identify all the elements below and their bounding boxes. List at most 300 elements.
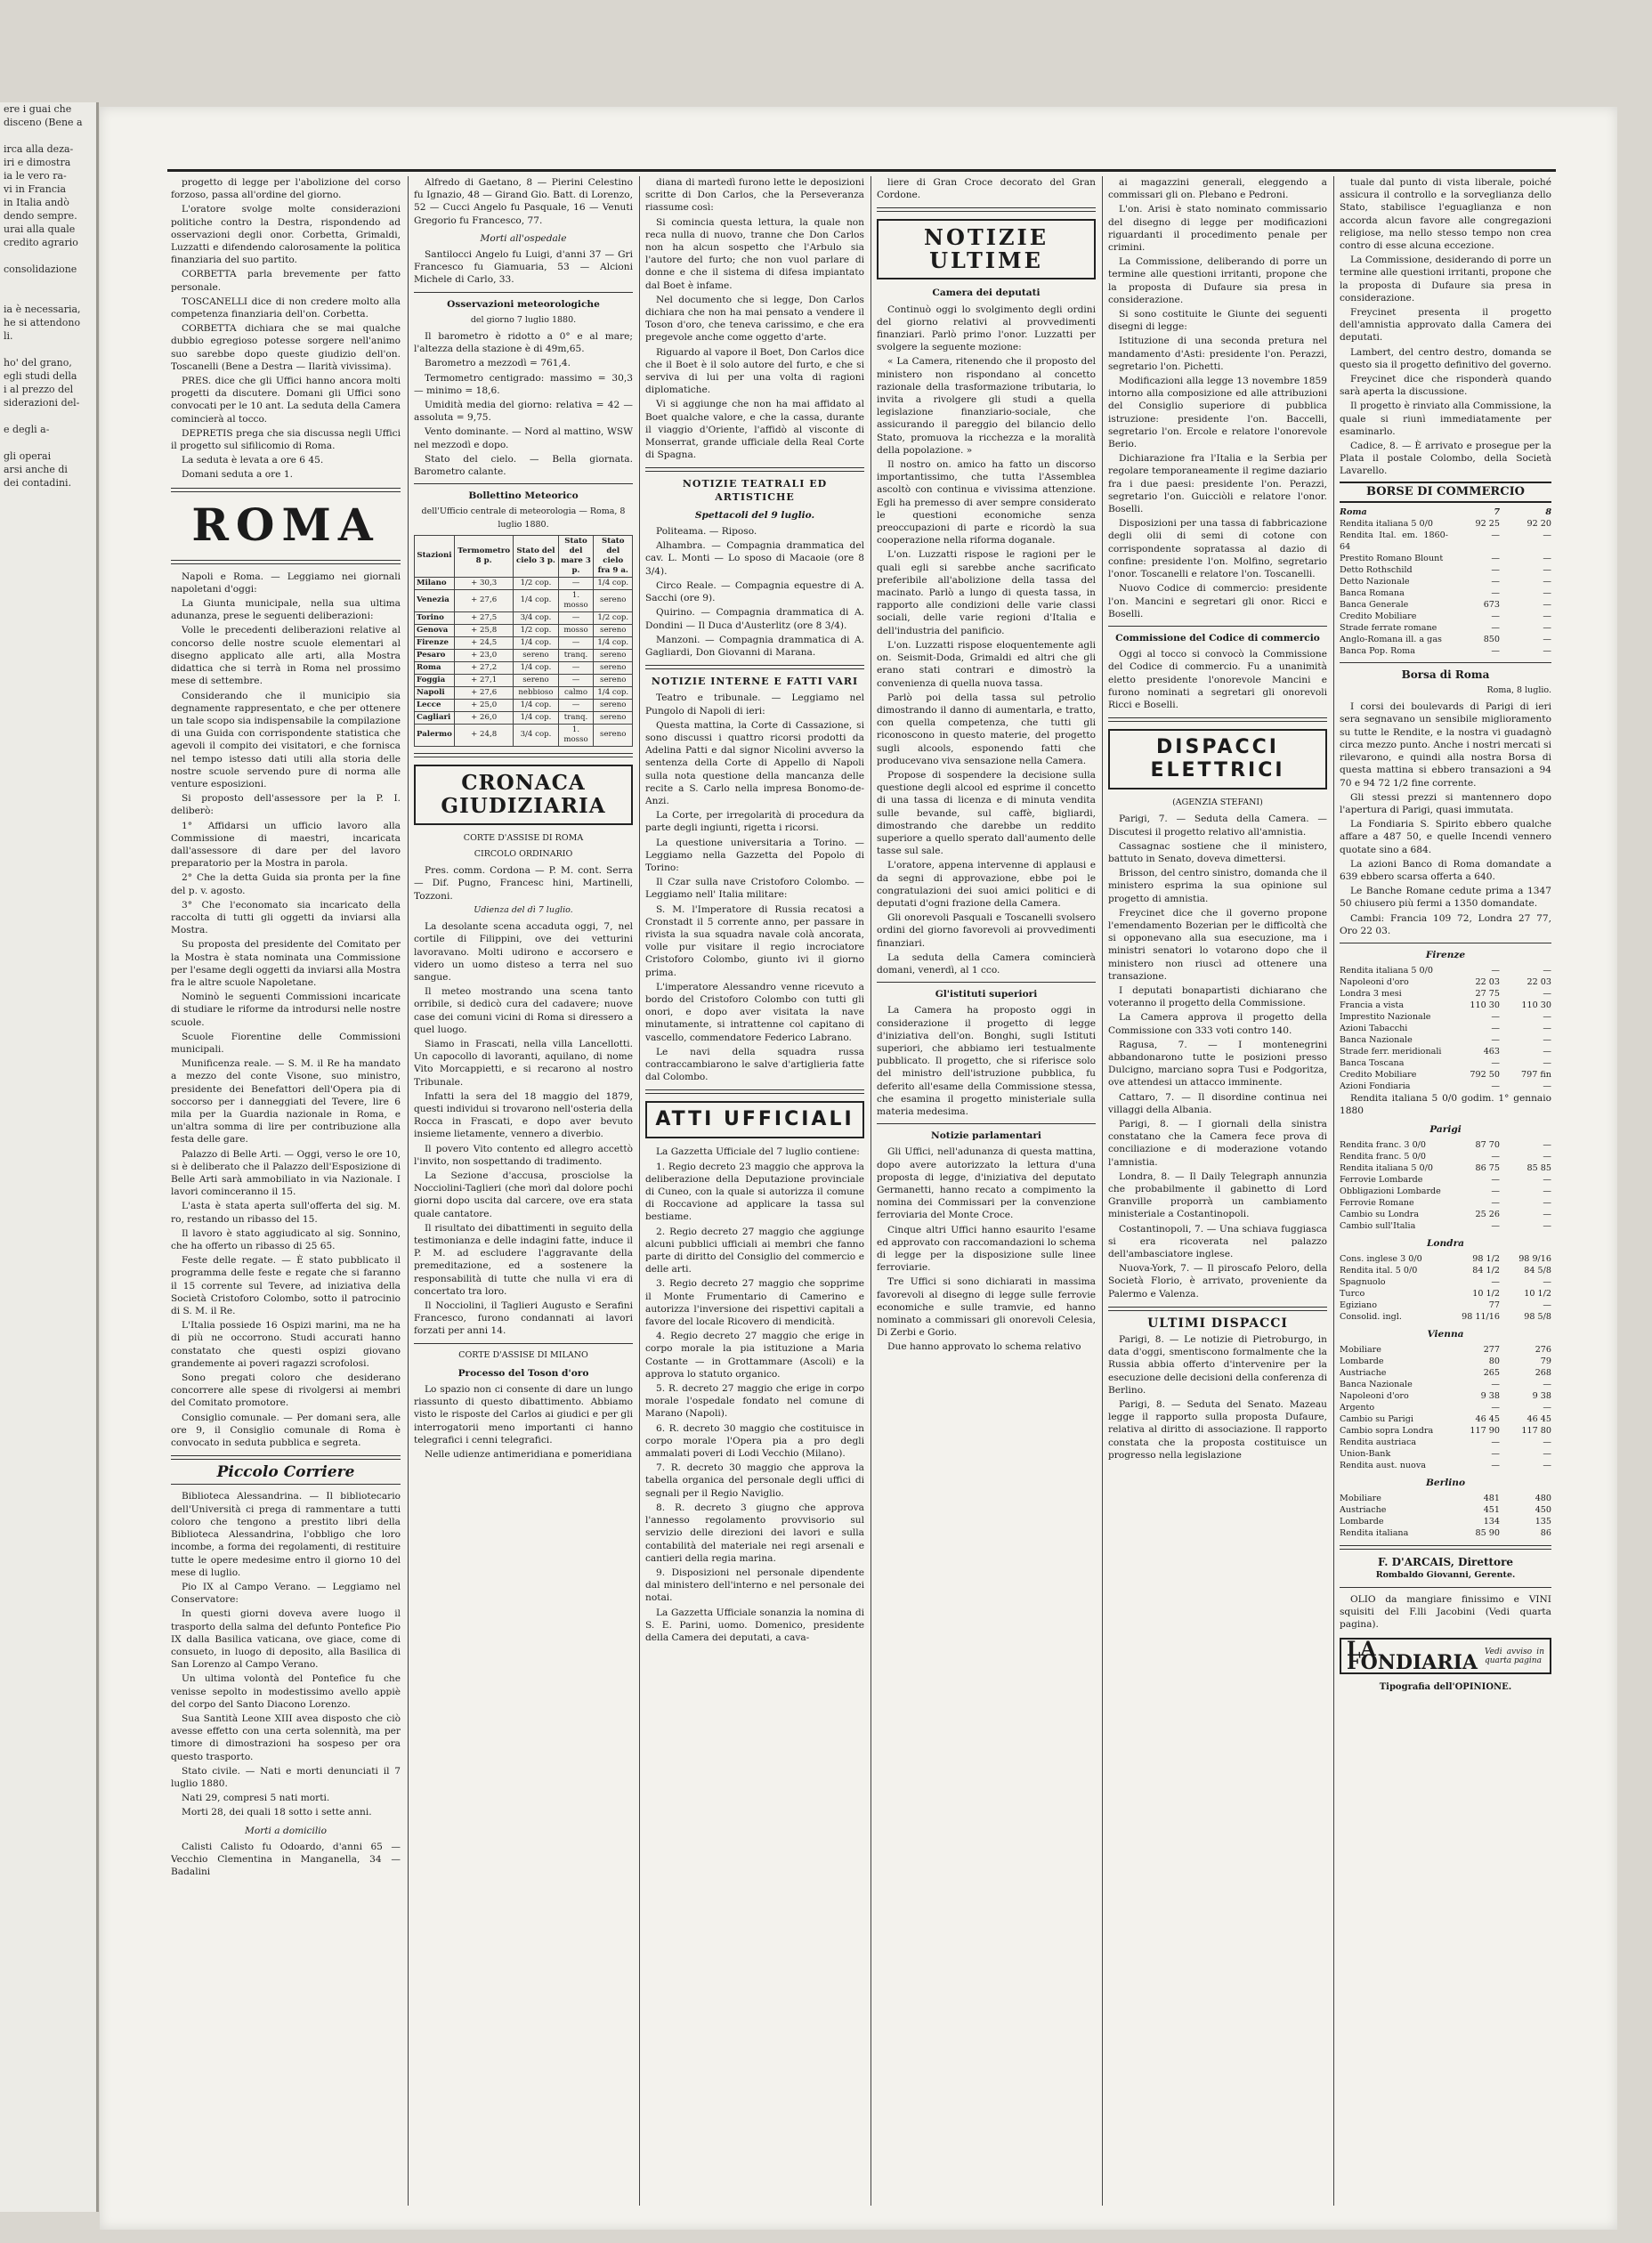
paragraph: Propose di sospendere la decisione sulla questione degli alcool ed esprime il concetto di una tassa di licenza e di minuta vendita sulle bevande, sul caffè, bigliardi, dimostrando che darebbe un reddito superiore a quello sperato dall'aumento delle tasse sul sale. (877, 769, 1096, 857)
borsa-roma-text (1340, 700, 1551, 937)
roma-news-more (171, 1057, 401, 1409)
prev-page-line: dendo sempre. (4, 210, 77, 222)
atti-list (645, 1161, 864, 1645)
meteo-heading: Osservazioni meteorologiche (447, 298, 600, 310)
paragraph: « La Camera, ritenendo che il proposto del ministero non rispondano al concetto razionale della trasformazione tributaria, lo invita a rivolgere gli studi a quella legislazione finanziario-sociale, che assicurando il pareggio del bilancio dello Stato, promuova la ricchezza e la moralità della popolazione. » (877, 356, 1096, 456)
paragraph: Vi si aggiunge che non ha mai affidato al Boet qualche valore, e che la cassa, durante il viaggio d'Oriente, l'affidò al visconte di Monserrat, grande ufficiale della Real Corte di Spagna. (645, 399, 864, 461)
prev-page-line: ho' del grano, (4, 357, 72, 368)
notizie-ultime-heading: NOTIZIE ULTIME (877, 219, 1096, 279)
borsa-row: Mobiliare 481 480 (1340, 1494, 1551, 1504)
meteo-date: del giorno 7 luglio 1880. (470, 314, 577, 325)
paragraph: La Fondiaria S. Spirito ebbero qualche affare a 487 50, e quelle Incendi vennero quotate sino a 684. (1340, 819, 1551, 855)
paragraph: 7. R. decreto 30 maggio che approva la tabella organica del personale degli uffici di segnali per il Regio Naviglio. (645, 1462, 864, 1499)
paragraph: Cambi: Francia 109 72, Londra 27 77, Oro 22 03. (1340, 912, 1551, 936)
paragraph: 1. Regio decreto 23 maggio che approva la deliberazione della Deputazione provinciale di Cuneo, con la quale si autorizza il comune di Roccavione ad applicare la tassa sul bestiame. (645, 1161, 864, 1223)
borsa-row: Cambio su Londra 25 26 — (1340, 1209, 1551, 1219)
table-row: Palermo + 24,8 3/4 cop. 1. mosso sereno (415, 724, 633, 746)
borsa-row: Anglo-Romana ill. a gas 850 — (1340, 634, 1551, 644)
paragraph: Termometro centigrado: massimo = 30,3 — minimo = 18,6. (414, 372, 633, 396)
column-5 (1108, 176, 1327, 2215)
section-rule (1108, 1307, 1327, 1311)
section-rule (1340, 662, 1551, 663)
paragraph: Continuò oggi lo svolgimento degli ordini del giorno relativi al provvedimenti finanziari. Parlò primo l'onor. Luzzatti per svolgere la seguente mozione: (877, 304, 1096, 353)
paragraph: Istituzione di una seconda pretura nel mandamento d'Asti: presidente l'on. Perazzi, segretario l'on. Pichetti. (1108, 336, 1327, 372)
prev-page-line: consolidazione (4, 263, 77, 275)
paragraph: Munificenza reale. — S. M. il Re ha mandato a mezzo del conte Visone, suo ministro, presidente dei Benefattori dell'Opera pia di soccorso per i danneggiati del Tevere, lire 6 mila per la Guardia nazionale in Roma, e un'altra somma di lire per contribuzione alla festa delle gare. (171, 1058, 401, 1146)
section-rule (645, 665, 864, 669)
borse-roma-rows (1340, 518, 1551, 657)
paragraph: DEPRETIS prega che sia discussa negli Uffici il progetto sul sifilicomio di Roma. (171, 427, 401, 452)
paragraph: Un ultima volontà del Pontefice fu che venisse sepolto in modestissimo avello appiè del corpo del Santo Diacono Lorenzo. (171, 1673, 401, 1710)
table-row: Napoli + 27,6 nebbioso calmo 1/4 cop. (415, 686, 633, 699)
nomina-continued: liere di Gran Croce decorato del Gran Cordone. (877, 177, 1096, 201)
borsa-row: Azioni Fondiaria — — (1340, 1081, 1551, 1092)
paragraph: Vento dominante. — Nord al mattino, WSW nel mezzodì e dopo. (414, 426, 633, 450)
bollettino-sub: dell'Ufficio centrale di meteorologia — Roma, 8 luglio 1880. (421, 506, 626, 530)
paragraph: Disposizioni per una tassa di fabbricazione degli olii di semi di cotone con corrispondente sopratassa al dazio di confine: presidente l'on. Molfino, segretario l'onor. Toscanelli e relatore l'on. Toscanelli. (1108, 518, 1327, 580)
vienna-heading: Vienna (1427, 1328, 1464, 1340)
prev-page-line (0, 276, 96, 289)
borse-roma-header: Roma 7 8 (1340, 506, 1551, 517)
paragraph: Napoli e Roma. — Leggiamo nei giornali napoletani d'oggi: (171, 571, 401, 595)
paragraph: 5. R. decreto 27 maggio che erige in corpo morale l'ospedale fondato nel comune di Marano (Napoli). (645, 1383, 864, 1420)
borsa-row: Napoleoni d'oro 22 03 22 03 (1340, 977, 1551, 988)
paragraph: Il Nocciolini, il Taglieri Augusto e Serafini Francesco, furono condannati ai lavori forzati per anni 14. (414, 1300, 633, 1337)
borsa-row: Rendita franc. 5 0/0 — — (1340, 1151, 1551, 1162)
ospedale-list: Santilocci Angelo fu Luigi, d'anni 37 — Gri Francesco fu Giamuaria, 53 — Alcioni Michele di Carlo, 33. (414, 249, 633, 286)
paragraph: L'oratore, appena intervenne di applausi e da segni di approvazione, ebbe poi le congratulazioni dei suoi amici politici e di deputati d'ogni frazione della Camera. (877, 860, 1096, 909)
borsa-row: Banca Nazionale — — (1340, 1380, 1551, 1390)
paragraph: Considerando che il municipio sia degnamente rappresentato, e che per ottenere un tale scopo sia indispensabile la compilazione di una Guida con corrispondente statistica che agevoli il compito dei visitatori, e che fornisca nel tempo istesso dati utili alla storia delle nostre scuole servendo pure di norma alle venture esposizioni. (171, 690, 401, 790)
paragraph: Il nostro on. amico ha fatto un discorso importantissimo, che tutta l'Assemblea ascoltò con continua e vivissima attenzione. Egli ha premesso di aver sempre considerato le questioni economiche senza preoccupazioni di parte e ricordò la sua cooperazione nella riforma doganale. (877, 459, 1096, 547)
table-header: Stazioni (415, 535, 455, 577)
section-rule (1340, 1587, 1551, 1588)
section-rule (645, 467, 864, 472)
paragraph: 1° Affidarsi un ufficio lavoro alla Commissione di maestri, incaricata dall'assessore di dare per del lavoro preparatorio per la Mostra in parola. (171, 820, 401, 870)
paragraph: Questa mattina, la Corte di Cassazione, si sono discussi i quattro ricorsi prodotti da Adelina Patti e dal signor Nicolini avverso la sentenza della Corte di Appello di Napoli sulla nota questione della mancanza delle recite a S. Carlo nella impresa Bonomo-de-Anzi. (645, 719, 864, 806)
paragraph: Tre Uffici si sono dichiarati in massima favorevoli al disegno di legge sulle ferrovie economiche e sulle tramvie, ed hanno nominato a commissari gli onorevoli Celesia, Di Zerbi e Gorio. (877, 1276, 1096, 1339)
section-rule (414, 753, 633, 757)
paragraph: Le navi della squadra russa contraccambiarono le salve d'artiglieria fatte dal Colombo. (645, 1046, 864, 1083)
paragraph: diana di martedì furono lette le deposizioni scritte di Don Carlos, che la Perseveranza riassume così: (645, 177, 864, 214)
prev-page-line: ere i guai che (4, 103, 72, 115)
borsa-row: Napoleoni d'oro 9 38 9 38 (1340, 1391, 1551, 1402)
paragraph: Palazzo di Belle Arti. — Oggi, verso le ore 10, si è deliberato che il Palazzo dell'Esposizione di Belle Arti sarà ammobiliato in via Nazionale. I lavori cominceranno il 15. (171, 1148, 401, 1198)
atti-ufficiali-heading: ATTI UFFICIALI (645, 1101, 864, 1138)
borsa-row: Cambio sopra Londra 117 90 117 80 (1340, 1426, 1551, 1437)
paragraph: Il Czar sulla nave Cristoforo Colombo. — Leggiamo nell' Italia militare: (645, 877, 864, 901)
paragraph: Nuova-York, 7. — Il piroscafo Peloro, della Società Florio, è arrivato, proveniente da Palermo e Valenza. (1108, 1263, 1327, 1300)
paragraph: Sua Santità Leone XIII avea disposto che ciò avesse effetto con una certa solennità, ma per timore di dimostrazioni ha sospeso per ora questo trasporto. (171, 1713, 401, 1762)
paragraph: Politeama. — Riposo. (656, 526, 757, 538)
section-rule (414, 292, 633, 293)
borsa-row: Rendita Ital. em. 1860-64 — — (1340, 530, 1551, 552)
paragraph: progetto di legge per l'abolizione del corso forzoso, passa all'ordine del giorno. (171, 177, 401, 201)
borsa-row: Rendita austriaca — — (1340, 1437, 1551, 1448)
paragraph: Due hanno approvato lo schema relativo (887, 1341, 1081, 1353)
borsa-row: Imprestito Nazionale — — (1340, 1012, 1551, 1023)
borsa-row: Cambio su Parigi 46 45 46 45 (1340, 1414, 1551, 1425)
weather-table (414, 535, 633, 747)
paragraph: 3° Che l'economato sia incaricato della raccolta di tutti gli oggetti da inviarsi alla Mostra. (171, 899, 401, 936)
borsa-row: Strade ferr. meridionali 463 — (1340, 1047, 1551, 1057)
paragraph: La Commissione, deliberando di porre un termine alle questioni irritanti, propone che la proposta di Dufaure sia presa in considerazione. (1108, 256, 1327, 305)
paragraph: Alfredo di Gaetano, 8 — Pierini Celestino fu Ignazio, 48 — Girand Gio. Batt. di Lorenzo, 52 — Cucci Angelo fu Pasquale, 16 — Venuti Gregorio fu Francesco, 77. (414, 177, 633, 226)
paragraph: Londra, 8. — Il Daily Telegraph annunzia che probabilmente il gabinetto di Lord Granville proporrà un cambiamento ministeriale a Costantinopoli. (1108, 1170, 1327, 1220)
deaths-list (414, 176, 633, 227)
column-rule (639, 176, 640, 2206)
paragraph: Teatro e tribunale. — Leggiamo nel Pungolo di Napoli di ieri: (645, 692, 864, 717)
paragraph: 3. Regio decreto 27 maggio che sopprime il Monte Frumentario di Camerino e autorizza l'inversione dei rispettivi capitali a favore del locale Ricovero di mendicità. (645, 1278, 864, 1328)
borsa-row: Rendita italiana 5 0/0 92 25 92 20 (1340, 518, 1551, 529)
paragraph: Cassagnac sostiene che il ministero, battuto in Senato, doveva dimettersi. (1108, 840, 1327, 864)
paragraph: CORBETTA parla brevemente per fatto personale. (171, 269, 401, 293)
borsa-roma-heading: Borsa di Roma (1401, 668, 1490, 681)
paragraph: Parigi, 8. — Le notizie di Pietroburgo, in data d'oggi, smentiscono formalmente che la Russia abbia offerto d'intervenire per la esecuzione delle decisioni della conferenza di Berlino. (1108, 1334, 1327, 1396)
paragraph: La desolante scena accaduta oggi, 7, nel cortile di Filippini, ove dei vetturini lavoravano. Molti udirono e accorsero e videro un uomo disteso a terra nel suo sangue. (414, 921, 633, 983)
prev-page-line (0, 343, 96, 356)
paragraph: Il risultato dei dibattimenti in seguito della testimonianza e delle indagini fatte, induce il P. M. ad escludere l'aggravante della premeditazione, ed a sostenere la responsabilità di tutte che nulla vi era di concertato tra loro. (414, 1222, 633, 1297)
meteo-observations (414, 330, 633, 478)
borsa-row: Strade ferrate romane — — (1340, 622, 1551, 633)
paragraph: S. M. l'Imperatore di Russia recatosi a Cronstadt il 5 corrente anno, per passare in rivista la sua squadra navale colà ancorata, volle pur visitare il regio incrociatore Cristoforo Colombo, giunto ivi il giorno prima. (645, 903, 864, 978)
paragraph: L'on. Luzzatti rispose eloquentemente agli on. Seismit-Doda, Grimaldi ed altri che gli erano stati contrari e dimostrò la convenienza di quella nuova tassa. (877, 639, 1096, 689)
table-header: Stato del cielo 3 p. (514, 535, 558, 577)
ultimi-dispacci-heading: ULTIMI DISPACCI (1147, 1316, 1288, 1331)
paragraph: Lo spazio non ci consente di dare un lungo riassunto di questo dibattimento. Abbiamo visto le risposte del Carlos ai giudici e per gli interrogatorii meno importanti ci hanno telegrafici i cenni telegrafici. (414, 1384, 633, 1445)
camera-report (877, 304, 1096, 977)
borsa-row: Ferrovie Romane — — (1340, 1197, 1551, 1208)
paragraph: L'oratore svolge molte considerazioni politiche contro la Destra, rispondendo ad osservazioni degli onor. Corbetta, Grimaldi, Luzzatti e difendendo calorosamente la politica finanziaria del suo partito. (171, 204, 401, 266)
paragraph: Gli onorevoli Pasquali e Toscanelli svolsero ordini del giorno favorevoli ai provvedimenti finanziari. (877, 912, 1096, 949)
table-row: Firenze + 24,5 1/4 cop. — 1/4 cop. (415, 636, 633, 649)
borsa-row: Rendita aust. nuova — — (1340, 1461, 1551, 1471)
imprint: Tipografia dell'OPINIONE. (1379, 1681, 1512, 1692)
paragraph: 9. Disposizioni nel personale dipendente dal ministero dell'interno e nel personale dei notai. (645, 1567, 864, 1604)
table-row: Lecce + 25,0 1/4 cop. — sereno (415, 699, 633, 711)
paragraph: 8. R. decreto 3 giugno che approva l'annesso regolamento provvisorio sul servizio delle direzioni dei lavori e sulla contabilità del materiale nei regi arsenali e cantieri della regia marina. (645, 1502, 864, 1564)
paragraph: Siamo in Frascati, nella villa Lancellotti. Un capocollo di lavoranti, aquilano, di nome Vito Morcappietti, e si recarono al nostro Tribunale. (414, 1038, 633, 1088)
prev-page-line: iri e dimostra (4, 157, 71, 168)
parigi-heading: Parigi (1429, 1123, 1462, 1135)
borsa-row: Banca Romana — — (1340, 587, 1551, 598)
paragraph: Cadice, 8. — È arrivato e prosegue per la Plata il postale Colombo, della Società Lavarello. (1340, 441, 1551, 477)
borsa-row: Rendita ital. 5 0/0 84 1/2 84 5/8 (1340, 1265, 1551, 1275)
spettacoli-heading: Spettacoli del 9 luglio. (694, 509, 815, 521)
berlino-heading: Berlino (1425, 1478, 1466, 1489)
parlamentari-text (877, 1146, 1096, 1353)
paragraph: Gli Uffici, nell'adunanza di questa mattina, dopo avere autorizzato la lettura d'una proposta di legge, d'iniziativa del deputato Germanetti, hanno recato a compimento la nomina dei Commissari per la convenzione ferroviaria del Monte Croce. (877, 1146, 1096, 1221)
piccolo-corriere-items (171, 1490, 401, 1762)
firenze-rows (1340, 965, 1551, 1092)
column-3 (645, 176, 864, 2215)
borsa-row: Rendita italiana 85 90 86 (1340, 1528, 1551, 1539)
istituti-heading: Gl'istituti superiori (935, 989, 1038, 1000)
borsa-row: Union-Bank — — (1340, 1449, 1551, 1460)
section-rule (414, 1343, 633, 1344)
paragraph: La Camera approva il progetto della Commissione con 333 voti contro 140. (1108, 1012, 1327, 1036)
prev-page-line: arsi anche di (4, 464, 68, 475)
paragraph: Morti 28, dei quali 18 sotto i sette anni. (182, 1807, 372, 1818)
prev-page-line: he si attendono (4, 317, 81, 328)
prev-page-line: urai alla quale (4, 223, 76, 235)
paragraph: Costantinopoli, 7. — Una schiava fuggiasca si era ricoverata nel palazzo dell'ambasciatore inglese. (1108, 1223, 1327, 1260)
borsa-row: Detto Nazionale — — (1340, 576, 1551, 587)
paragraph: Freycinet dice che risponderà quando sarà aperta la discussione. (1340, 374, 1551, 398)
notizie-interne-text (645, 692, 864, 1083)
morti-domicilio-heading: Morti a domicilio (244, 1825, 328, 1836)
paragraph: Nel documento che si legge, Don Carlos dichiara che non ha mai pensato a vendere il Toson d'oro, che teneva carissimo, e che era pregevole anche come oggetto d'arte. (645, 294, 864, 344)
section-rule (414, 483, 633, 484)
prev-page-line: ia le vero ra- (4, 170, 67, 182)
cronaca-pres: Pres. comm. Cordona — P. M. cont. Serra — Dif. Pugno, Francesc hini, Martinelli, Tozzoni. (414, 865, 633, 902)
teatri-list (645, 525, 864, 659)
paragraph: Alhambra. — Compagnia drammatica del cav. L. Monti — Lo sposo di Macaoie (ore 8 3/4). (645, 540, 864, 577)
top-rule (167, 169, 1556, 172)
table-row: Genova + 25,8 1/2 cop. mosso sereno (415, 624, 633, 636)
paragraph: Nominò le seguenti Commissioni incaricate di studiare le riforme da introdursi nelle nostre scuole. (171, 992, 401, 1028)
table-header: Stato del mare 3 p. (558, 535, 594, 577)
table-row: Milano + 30,3 1/2 cop. — 1/4 cop. (415, 577, 633, 589)
paragraph: Quirino. — Compagnia drammatica di A. Dondini — Il Duca d'Austerlitz (ore 8 3/4). (645, 607, 864, 631)
milano-text (414, 1383, 633, 1461)
borsa-row: Detto Rothschild — — (1340, 564, 1551, 575)
borsa-row: Austriache 451 450 (1340, 1505, 1551, 1516)
paragraph: Infatti la sera del 18 maggio del 1879, questi individui si trovarono nell'osteria della Rocca in Frascati, e dopo aver bevuto insieme lietamente, vennero a diverbio. (414, 1090, 633, 1140)
borsa-row: Cons. inglese 3 0/0 98 1/2 98 9/16 (1340, 1253, 1551, 1264)
teatri-heading: NOTIZIE TEATRALI ED ARTISTICHE (682, 478, 828, 503)
consiglio-comunale: Consiglio comunale. — Per domani sera, alle ore 9, il Consiglio comunale di Roma è convocato in seduta pubblica e segreta. (171, 1412, 401, 1449)
borsa-row: Banca Generale 673 — (1340, 599, 1551, 610)
section-rule (645, 1089, 864, 1094)
column-4 (877, 176, 1096, 2215)
section-rule (877, 207, 1096, 212)
paragraph: TOSCANELLI dice di non credere molto alla competenza finanziaria dell'on. Corbetta. (171, 296, 401, 320)
table-header: Stato del cielo fra 9 a. (594, 535, 633, 577)
borsa-row: Egiziano 77 — (1340, 1300, 1551, 1310)
column-2 (414, 176, 633, 2215)
borsa-row: Rendita italiana 5 0/0 — — (1340, 966, 1551, 976)
paragraph: Freycinet dice che il governo propone l'emendamento Bozerian per le difficoltà che si opponevano alla sua esecuzione, ma i ministri senatori lo votarono dopo che il ministero non riuscì ad ottenere una transazione. (1108, 907, 1327, 982)
paragraph: Il meteo mostrando una scena tanto orribile, si dedicò cura del cadavere; nuove case dei comuni vicini di Roma si diressero a quel luogo. (414, 986, 633, 1035)
paragraph: In questi giorni doveva avere luogo il trasporto della salma del defunto Pontefice Pio IX dalla Basilica vaticana, ove giace, come di consueto, in luogo di deposito, alla Basilica di San Lorenzo al Campo Verano. (171, 1608, 401, 1671)
paragraph: I corsi dei boulevards di Parigi di ieri sera segnavano un sensibile miglioramento su tutte le Rendite, e la nostra vi guadagnò circa mezzo punto. Anche i nostri mercati si rilevarono, e quindi alla nostra Borsa di questa mattina si ebbero transazioni a 94 70 e 94 72 1/2 fine corrente. (1340, 701, 1551, 789)
paragraph: Biblioteca Alessandrina. — Il bibliotecario dell'Università ci prega di rammentare a tutti coloro che tengono a prestito libri della Biblioteca Alessandrina, l'obbligo che loro incombe, a forma dei regolamenti, di restituire tutte le opere medesime entro il giorno 10 del mese di luglio. (171, 1491, 401, 1578)
paragraph: Pio IX al Campo Verano. — Leggiamo nel Conservatore: (171, 1581, 401, 1606)
borsa-row: Obbligazioni Lombarde — — (1340, 1186, 1551, 1196)
paragraph: Parigi, 8. — I giornali della sinistra constatano che la Camera fece prova di conciliazione e di moderazione votando l'amnistia. (1108, 1119, 1327, 1168)
paragraph: La seduta è levata a ore 6 45. (182, 455, 324, 466)
section-rule (1108, 717, 1327, 722)
londra-heading: Londra (1426, 1237, 1465, 1249)
borsa-row: Credito Mobiliare — — (1340, 611, 1551, 621)
prev-page-line: ia è necessaria, (4, 304, 81, 315)
agenzia-stefani: (AGENZIA STEFANI) (1172, 798, 1263, 808)
atti-intro: La Gazzetta Ufficiale del 7 luglio contiene: (656, 1146, 860, 1158)
paragraph: Nelle udienze antimeridiana e pomeridiana (425, 1449, 632, 1461)
borsa-row: Banca Pop. Roma — — (1340, 645, 1551, 656)
paragraph: 2° Che la detta Guida sia pronta per la fine del p. v. agosto. (171, 872, 401, 896)
notizie-interne-heading: NOTIZIE INTERNE E FATTI VARI (651, 676, 859, 688)
borsa-row: Rendita franc. 3 0/0 87 70 — (1340, 1139, 1551, 1150)
dispacci-heading: DISPACCI ELETTRICI (1108, 729, 1327, 790)
paragraph: Calisti Calisto fu Odoardo, d'anni 65 — Vecchio Clementina in Manganella, 34 — Badalini (171, 1841, 401, 1878)
codice-text: Oggi al tocco si convocò la Commissione del Codice di commercio. Fu a unanimità eletto presidente l'onorevole Mancini e furono nominati a segretari gli onorevoli Ricci e Boselli. (1108, 649, 1327, 710)
section-rule (171, 1455, 401, 1460)
prev-page-line (0, 289, 96, 303)
paragraph: La Commissione, desiderando di porre un termine alle questioni irritanti, propone che la proposta di Dufaure sia presa in considerazione. (1340, 255, 1551, 304)
prev-page-line: egli studi della (4, 370, 77, 382)
borsa-row: Rendita italiana 5 0/0 86 75 85 85 (1340, 1162, 1551, 1173)
prev-page-line (0, 436, 96, 449)
berlino-rows (1340, 1493, 1551, 1539)
section-rule (171, 1484, 401, 1485)
londra-rows (1340, 1253, 1551, 1323)
borsa-row: Austriache 265 268 (1340, 1368, 1551, 1379)
paragraph: Nati 29, compresi 5 nati morti. (182, 1793, 330, 1804)
borsa-row: Azioni Tabacchi — — (1340, 1024, 1551, 1034)
column-rule (408, 176, 409, 2206)
column-6 (1340, 176, 1551, 2215)
paragraph: Il barometro è ridotto a 0° e al mare; l'altezza della stazione è di 49m,65. (414, 331, 633, 355)
dispacci-list (1108, 813, 1327, 1300)
paragraph: Gli stessi prezzi si mantennero dopo l'apertura di Parigi, quasi immutata. (1340, 791, 1551, 815)
corte-assise-roma: CORTE D'ASSISE DI ROMA (463, 832, 584, 843)
paragraph: CORBETTA dichiara che se mai qualche dubbio egregioso potesse sorgere nell'animo suo sarebbe dopo queste giudizio dell'on. Toscanelli (Bene a Destra — Ilarità vivissima). (171, 323, 401, 372)
prev-page-line (0, 409, 96, 423)
paragraph: Brisson, del centro sinistro, domanda che il ministero esprima la sua opinione sul progetto di amnistia. (1108, 868, 1327, 904)
paragraph: Si proposto dell'assessore per la P. I. deliberò: (171, 793, 401, 817)
borsa-row: Lombarde 80 79 (1340, 1356, 1551, 1367)
paragraph: Domani seduta a ore 1. (182, 469, 293, 481)
vienna-rows (1340, 1344, 1551, 1471)
paragraph: Il progetto è rinviato alla Commissione, la quale si riunì immediatamente per esaminarlo. (1340, 401, 1551, 437)
section-rule (1340, 1545, 1551, 1550)
osservazioni: Rendita italiana 5 0/0 godim. 1° gennaio 1880 (1340, 1093, 1551, 1117)
piccolo-corriere-heading: Piccolo Corriere (216, 1463, 355, 1482)
paragraph: 4. Regio decreto 27 maggio che erige in corpo morale la pia istituzione a Maria Costante — in Grottammare (Ascoli) e la approva lo statuto organico. (645, 1331, 864, 1380)
table-row: Pesaro + 23,0 sereno tranq. sereno (415, 649, 633, 661)
table-header: Termometro 8 p. (454, 535, 514, 577)
ospedale-heading: Morti all'ospedale (480, 232, 567, 244)
codice-heading: Commissione del Codice di commercio (1115, 632, 1320, 644)
borsa-row: Credito Mobiliare 792 50 797 fin (1340, 1070, 1551, 1081)
borsa-row: Londra 3 mesi 27 75 — (1340, 989, 1551, 1000)
paragraph: Lambert, del centro destro, domanda se questo sia il progetto definitivo del governo. (1340, 346, 1551, 370)
paragraph: Nuovo Codice di commercio: presidente l'on. Mancini e segretari gli onor. Ricci e Boselli. (1108, 583, 1327, 619)
paragraph: Si comincia questa lettura, la quale non reca nulla di nuovo, tranne che Don Carlos non ha alcun sospetto che l'Arbulo sia l'autore del furto; che non vuol parlare di donne e che il sistema di difesa impiantato dal Boet è infame. (645, 216, 864, 291)
paragraph: 2. Regio decreto 27 maggio che aggiunge alcuni pubblici ufficiali ai membri che fanno parte di diritto del Consiglio del commercio e delle arti. (645, 1226, 864, 1275)
paragraph: Si sono costituite le Giunte dei seguenti disegni di legge: (1108, 309, 1327, 333)
olio-advert: OLIO da mangiare finissimo e VINI squisiti del F.lli Jacobini (Vedi quarta pagina). (1340, 1593, 1551, 1631)
paragraph: Barometro a mezzodì = 761,4. (425, 358, 571, 369)
section-rule (877, 982, 1096, 983)
paragraph: La Sezione d'accusa, prosciolse la Nocciolini-Taglieri (che morì dal dolore pochi giorni dopo uscita dal carcere, ove era stata quale cantatore. (414, 1170, 633, 1219)
roma-news (171, 571, 401, 1057)
borsa-row: Spagnuolo — — (1340, 1276, 1551, 1287)
paragraph: Modificazioni alla legge 13 novembre 1859 intorno alla composizione ed alle attribuzioni del Consiglio superiore di pubblica istruzione: presidente l'on. Baccelli, segretario l'on. Ercole e relatore l'onorevole Berio. (1108, 376, 1327, 450)
section-rule (171, 560, 401, 564)
camera-heading: Camera dei deputati (932, 287, 1041, 299)
prev-page-line: dei contadini. (4, 477, 72, 489)
ultimi-dispacci-list (1108, 1333, 1327, 1462)
paragraph: Volle le precedenti deliberazioni relative al concorso delle nostre scuole elementari al disegno applicato alle arti, alla Mostra didattica che si terrà in Roma nel prossimo mese di settembre. (171, 625, 401, 687)
table-row: Torino + 27,5 3/4 cop. — 1/2 cop. (415, 611, 633, 624)
cronaca-text (414, 920, 633, 1338)
section-rule (171, 488, 401, 492)
borsa-row: Banca Nazionale — — (1340, 1035, 1551, 1046)
prev-page-line: i al prezzo del (4, 384, 74, 395)
fondiaria-note: Vedi avviso in quarta pagina (1484, 1647, 1544, 1665)
roma-heading: ROMA (191, 498, 380, 551)
prev-page-line: e degli a- (4, 424, 50, 435)
stato-civile-lines (171, 1792, 401, 1818)
paragraph: L'on. Arisi è stato nominato commissario del disegno di legge per modificazioni riguardanti il procedimento penale per crimini. (1108, 204, 1327, 254)
paragraph: L'asta è stata aperta sull'offerta del sig. M. ro, restando un ribasso del 15. (171, 1201, 401, 1225)
borse-heading: BORSE DI COMMERCIO (1340, 482, 1551, 503)
paragraph: PRES. dice che gli Uffici hanno ancora molti progetti da discutere. Domani gli Uffici sono convocati per le 10 ant. La seduta della Camera comincierà al tocco. (171, 376, 401, 425)
paragraph: Circo Reale. — Compagnia equestre di A. Sacchi (ore 9). (645, 579, 864, 604)
gerente: Rombaldo Giovanni, Gerente. (1375, 1569, 1516, 1580)
borsa-roma-date: Roma, 8 luglio. (1486, 685, 1551, 696)
fondiaria-advert (1340, 1638, 1551, 1673)
paragraph: Riguardo al vapore il Boet, Don Carlos dice che il Boet è il solo autore del furto, e che si serviva di lui per una volta di ragioni diplomatiche. (645, 346, 864, 396)
stato-civile: Stato civile. — Nati e morti denunciati il 7 luglio 1880. (171, 1765, 401, 1789)
istituti-text (877, 1004, 1096, 1118)
previous-page-edge (0, 102, 99, 2212)
borsa-row: Lombarde 134 135 (1340, 1517, 1551, 1527)
paragraph: La Giunta municipale, nella sua ultima adunanza, prese le seguenti deliberazioni: (171, 598, 401, 622)
borsa-row: Francia a vista 110 30 110 30 (1340, 1000, 1551, 1011)
paragraph: Su proposta del presidente del Comitato per la Mostra è stata nominata una Commissione per l'esame degli oggetti da inviarsi alla Mostra fra le altre scuole Napoletane. (171, 939, 401, 988)
prev-page-line: disceno (Bene a (4, 117, 83, 128)
morti-lines (171, 1841, 401, 1879)
prev-page-line (0, 129, 96, 142)
camera-report-continued (171, 176, 401, 482)
paragraph: Cattaro, 7. — Il disordine continua nei villaggi della Albania. (1108, 1091, 1327, 1115)
column-1 (171, 176, 401, 2215)
paragraph: Stato del cielo. — Bella giornata. Barometro calante. (414, 453, 633, 478)
parlamentari-heading: Notizie parlamentari (931, 1130, 1041, 1142)
paragraph: ai magazzini generali, eleggendo a commissari gli on. Plebano e Pedroni. (1108, 177, 1327, 201)
paragraph: Dichiarazione fra l'Italia e la Serbia per regolare temporaneamente il regime daziario fra i due paesi: presidente l'on. Perazzi, segretario l'on. Guicciòli e relatore l'onor. Boselli. (1108, 453, 1327, 515)
paragraph: La azioni Banco di Roma domandate a 639 ebbero scarsa offerta a 640. (1340, 858, 1551, 882)
borsa-row: Banca Toscana — — (1340, 1058, 1551, 1069)
direttore: F. D'ARCAIS, Direttore (1377, 1556, 1514, 1569)
paragraph: Manzoni. — Compagnia drammatica di A. Gagliardi, Don Giovanni di Marana. (645, 634, 864, 658)
circolo-ordinario: CIRCOLO ORDINARIO (474, 849, 573, 860)
paragraph: Umidità media del giorno: relativa = 42 — assoluta = 9,75. (414, 400, 633, 424)
paragraph: Freycinet presenta il progetto dell'amnistia approvato dalla Camera dei deputati. (1340, 307, 1551, 344)
prev-page-line: li. (4, 330, 13, 342)
borsa-row: Prestito Romano Blount — — (1340, 553, 1551, 563)
paragraph: 6. R. decreto 30 maggio che costituisce in corpo morale l'Opera pia a pro degli ammalati poveri di Lodi Vecchio (Milano). (645, 1422, 864, 1460)
borsa-row: Mobiliare 277 276 (1340, 1345, 1551, 1356)
paragraph: Scuole Fiorentine delle Commissioni municipali. (171, 1031, 401, 1055)
parigi-rows (1340, 1139, 1551, 1232)
paragraph: La Camera ha proposto oggi in considerazione il progetto di legge d'iniziativa dell'on. Bonghi, sugli Istituti superiori, che abbiamo ieri testualmente pubblicato. Il progetto, che si riferisce solo del ministro dell'istruzione pubblica, fu deferito all'esame della Commissione stessa, che esamina il progetto ministeriale sulla materia medesima. (877, 1005, 1096, 1117)
borsa-row: Turco 10 1/2 10 1/2 (1340, 1288, 1551, 1299)
paragraph: Cinque altri Uffici hanno esaurito l'esame ed approvato con raccomandazioni lo schema di legge per la disposizione sulle linee ferroviarie. (877, 1224, 1096, 1274)
paragraph: L'on. Luzzatti rispose le ragioni per le quali egli si sarebbe anche sacrificato preferibile all'abolizione della tassa del macinato. Parlò a lungo di questa tassa, in rapporto alle condizioni delle varie classi sociali, delle varie regioni d'Italia e dell'industria del panificio. (877, 549, 1096, 636)
prev-page-line: siderazioni del- (4, 397, 80, 409)
fondiaria-title: LA FONDIARIA (1347, 1638, 1478, 1674)
paragraph: La questione universitaria a Torino. — Leggiamo nella Gazzetta del Popolo di Torino: (645, 837, 864, 873)
paragraph: La Gazzetta Ufficiale sonanzia la nomina di S. E. Parini, uomo. Domenico, presidente della Camera dei deputati, a cava- (645, 1607, 864, 1643)
cronaca-giudiziaria-heading: CRONACA GIUDIZIARIA (414, 765, 633, 825)
prev-page-line (0, 249, 96, 263)
toson-continued (645, 176, 864, 461)
